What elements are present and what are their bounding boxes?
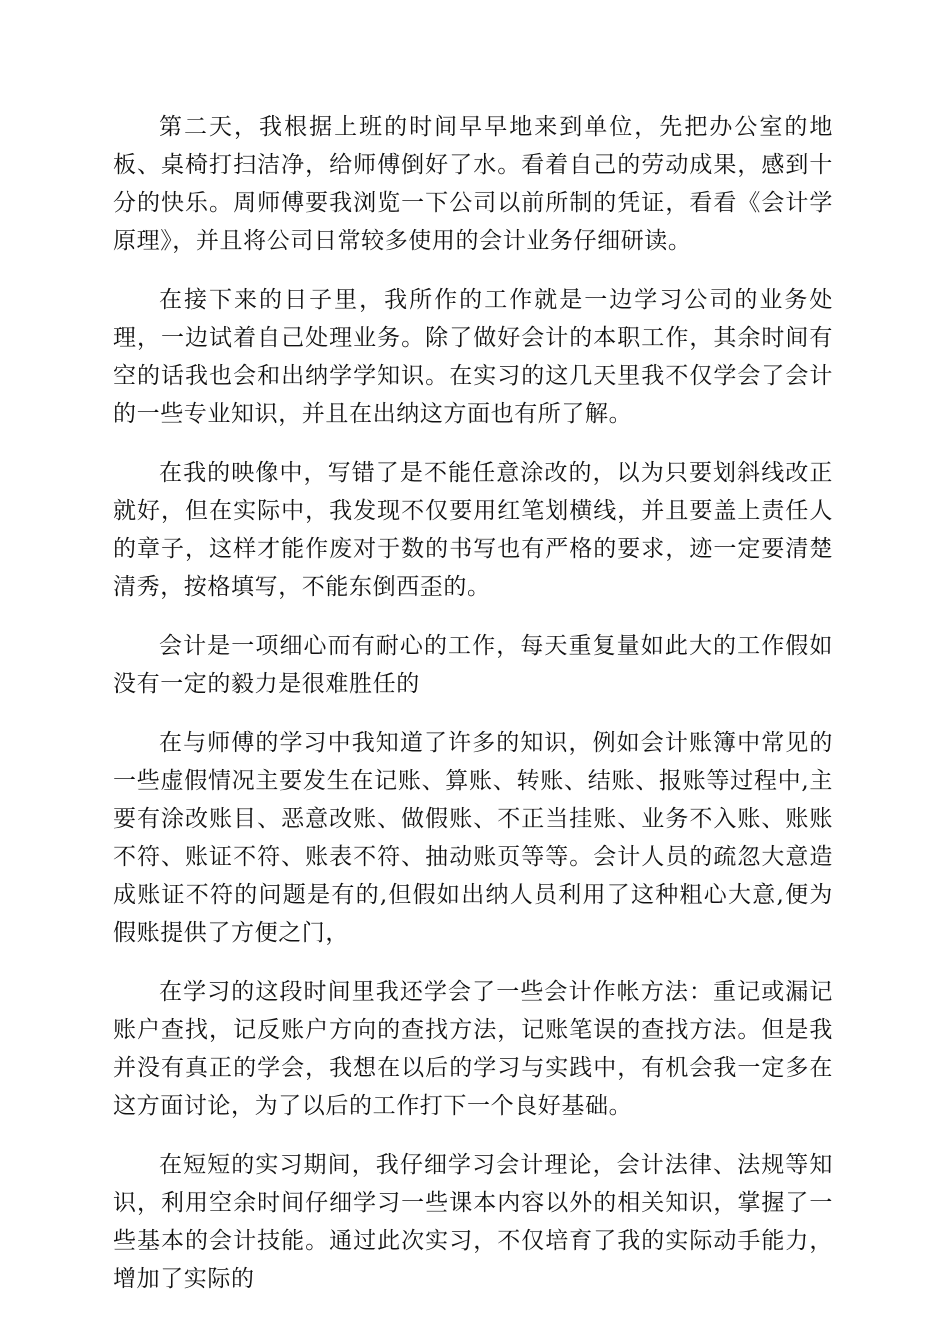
paragraph-2: 在接下来的日子里，我所作的工作就是一边学习公司的业务处理，一边试着自己处理业务。除了做好会计的本职工作，其余时间有空的话我也会和出纳学学知识。在实习的这几天里我不仅学会了会计的一些专业知识，并且在出纳这方面也有所了解。 (113, 287, 833, 427)
document-body (113, 108, 833, 1319)
paragraph-3: 在我的映像中，写错了是不能任意涂改的，以为只要划斜线改正就好，但在实际中，我发现不仅要用红笔划横线，并且要盖上责任人的章子，这样才能作废对于数的书写也有严格的要求，迹一定要清楚清秀，按格填写，不能东倒西歪的。 (113, 460, 833, 600)
paragraph-4: 会计是一项细心而有耐心的工作，每天重复量如此大的工作假如没有一定的毅力是很难胜任的 (113, 633, 833, 697)
paragraph-7: 在短短的实习期间，我仔细学习会计理论，会计法律、法规等知识，利用空余时间仔细学习一些课本内容以外的相关知识，掌握了一些基本的会计技能。通过此次实习，不仅培育了我的实际动手能力，增加了实际的 (113, 1152, 833, 1292)
paragraph-5: 在与师傅的学习中我知道了许多的知识，例如会计账簿中常见的一些虚假情况主要发生在记账、算账、转账、结账、报账等过程中,主要有涂改账目、恶意改账、做假账、不正当挂账、业务不入账、账账不符、账证不符、账表不符、抽动账页等等。会计人员的疏忽大意造成账证不符的问题是有的,但假如出纳人员利用了这种粗心大意,便为假账提供了方便之门， (113, 730, 833, 946)
paragraph-1: 第二天，我根据上班的时间早早地来到单位，先把办公室的地板、桌椅打扫洁净，给师傅倒好了水。看着自己的劳动成果，感到十分的快乐。周师傅要我浏览一下公司以前所制的凭证，看看《会计学原理》，并且将公司日常较多使用的会计业务仔细研读。 (113, 114, 833, 254)
paragraph-6: 在学习的这段时间里我还学会了一些会计作帐方法：重记或漏记账户查找，记反账户方向的查找方法，记账笔误的查找方法。但是我并没有真正的学会，我想在以后的学习与实践中，有机会我一定多在这方面讨论，为了以后的工作打下一个良好基础。 (113, 979, 833, 1119)
